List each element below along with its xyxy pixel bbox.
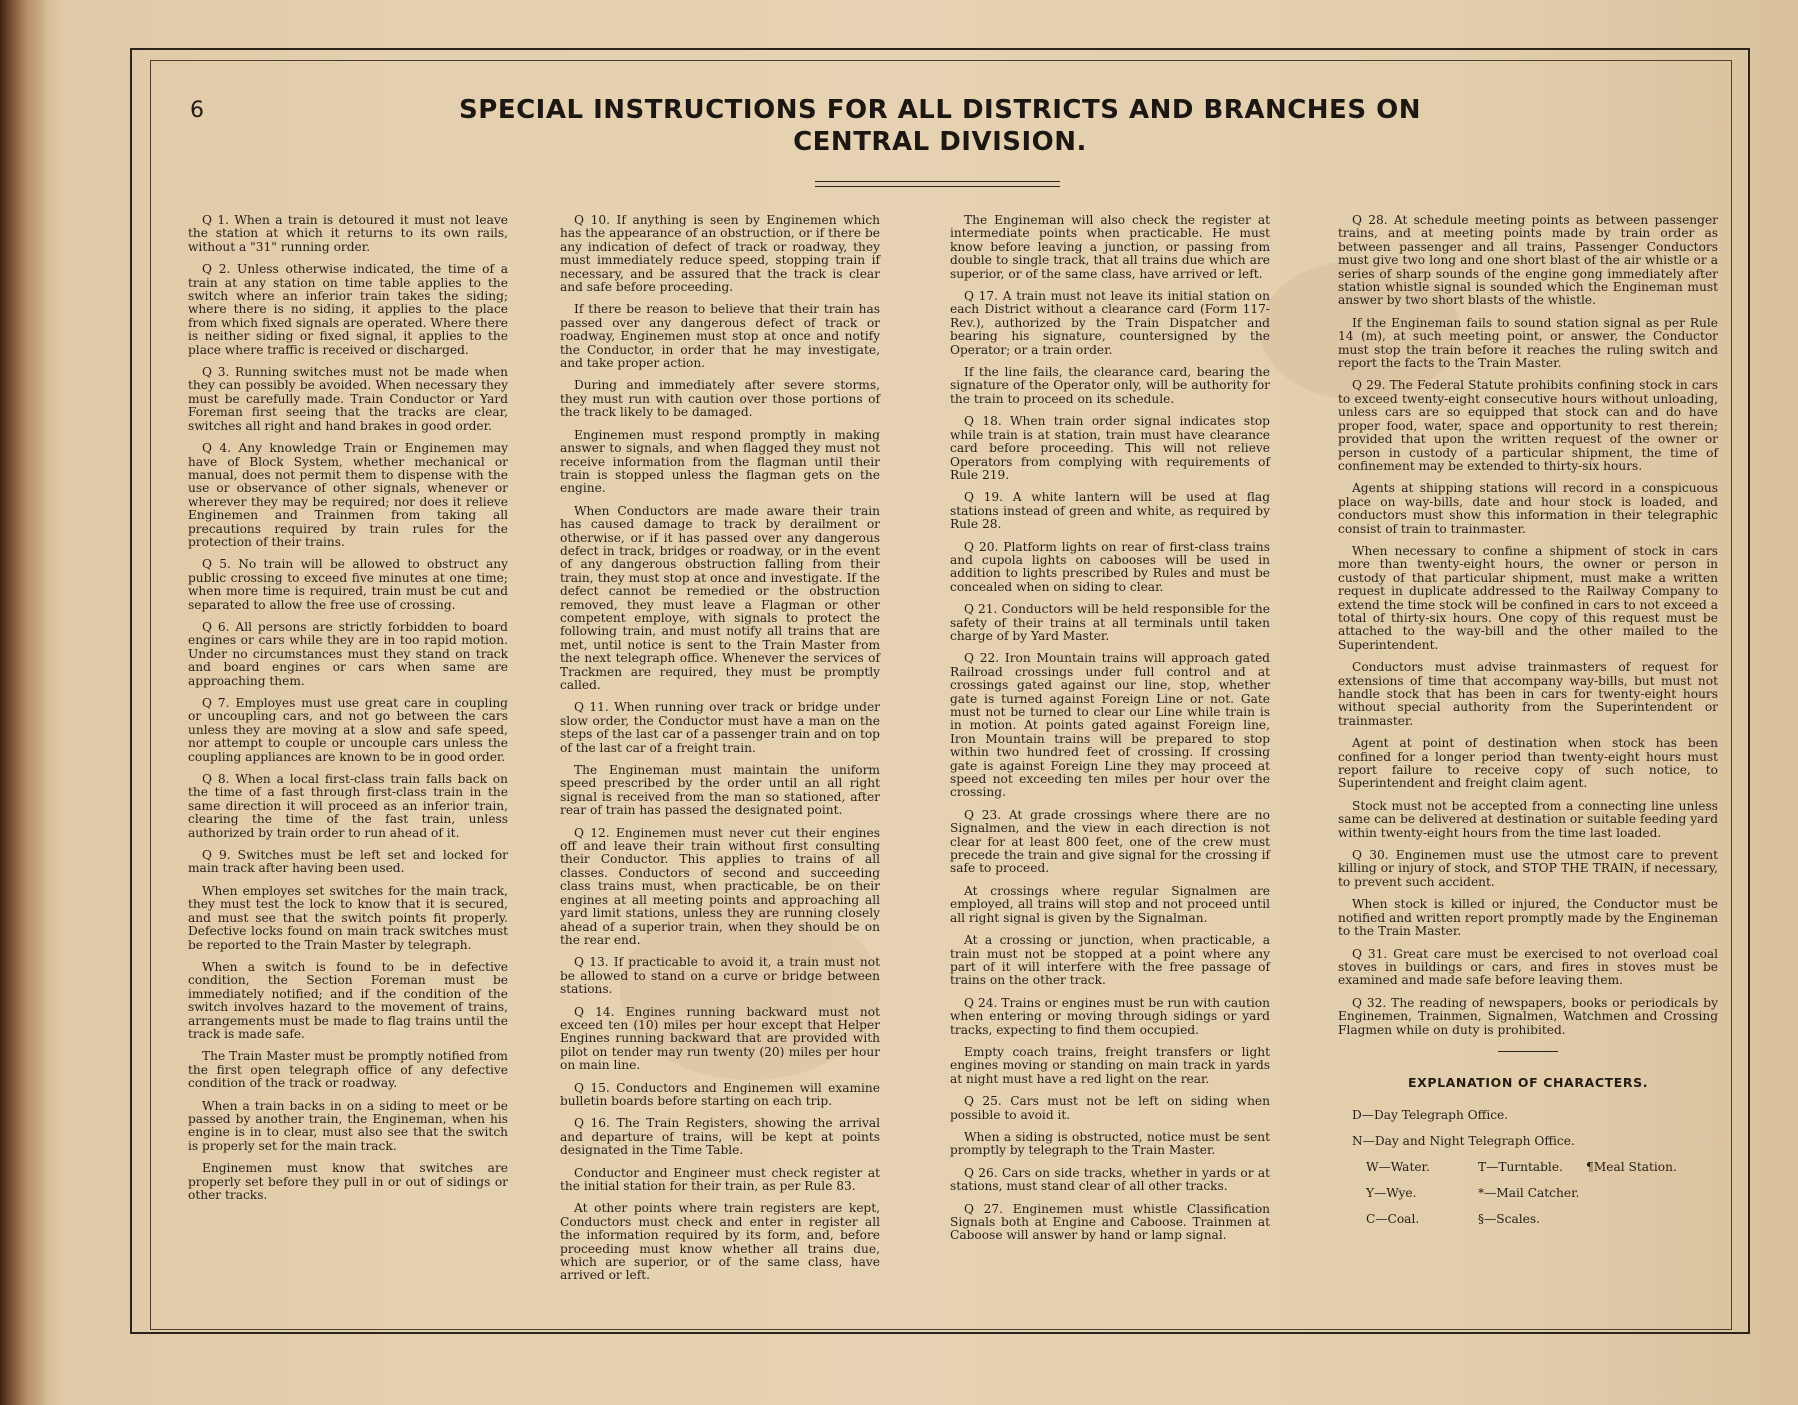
instruction-paragraph: If there be reason to believe that their train has passed over any dangerous defect of track or roadway, Enginemen must stop at once and notify the Conductor, in order that he may investigate, and take proper action. — [560, 302, 880, 371]
instruction-paragraph: Q 4. Any knowledge Train or Enginemen may have of Block System, whether mechanical or manual, does not permit them to dispense with the use or observance of other signals, whenever or wherever they may be required; nor does it relieve Enginemen and Trainmen from taking all precautions required by train rules for the protection of their trains. — [188, 441, 508, 549]
instruction-paragraph: At crossings where regular Signalmen are employed, all trains will stop and not proceed until all right signal is given by the Signalman. — [950, 883, 1270, 925]
instruction-paragraph: Q 22. Iron Mountain trains will approach gated Railroad crossings under full control and at crossings gated against our line, stop, whether gate is turned against Foreign Line or not. Gate must not be turned to clear our Line while train is in motion. At points gated against Foreign line, Iron Mountain trains will be prepared to stop within two hundred feet of crossing. If crossing gate is against Foreign Line they may proceed at speed not exceeding ten miles per hour over the crossing. — [950, 651, 1270, 800]
book-binding — [0, 0, 48, 1405]
legend-mail-catcher: *—Mail Catcher. — [1478, 1186, 1580, 1201]
instruction-paragraph: When Conductors are made aware their train has caused damage to track by derailment or otherwise, or if it has passed over any dangerous defect in track, bridges or roadway, or in the event of any dangerous obstruction falling from their train, they must stop at once and investigate. If the defect cannot be remedied or the obstruction removed, they must leave a Flagman or other competent employe, with signals to protect the following train, and must notify all trains that are met, until notice is sent to the Train Master from the next telegraph office. Whenever the services of Trackmen are required, they must be promptly called. — [560, 503, 880, 692]
instruction-paragraph: When stock is killed or injured, the Conductor must be notified and written report promptly made by the Engineman to the Train Master. — [1338, 897, 1718, 939]
legend-row-4 — [1338, 1185, 1718, 1202]
instruction-paragraph: The Engineman must maintain the uniform speed prescribed by the order until an all right signal is received from the man so stationed, after rear of train has passed the designated point. — [560, 763, 880, 818]
instruction-paragraph: Q 11. When running over track or bridge under slow order, the Conductor must have a man on the steps of the last car of a passenger train and on top of the last car of a freight train. — [560, 700, 880, 755]
explanation-legend — [1338, 1107, 1718, 1228]
instruction-paragraph: If the Engineman fails to sound station signal as per Rule 14 (m), at such meeting point, or answer, the Conductor must stop the train before it reaches the ruling switch and report the facts to the Train Master. — [1338, 315, 1718, 371]
instruction-paragraph: Agent at point of destination when stock has been confined for a longer period than twenty-eight hours must report failure to receive copy of such notice, to Superintendent and freight claim agent. — [1338, 736, 1718, 791]
title-line-1: SPECIAL INSTRUCTIONS FOR ALL DISTRICTS AND BRANCHES ON — [459, 95, 1421, 125]
instruction-paragraph: Conductors must advise trainmasters of request for extensions of time that accompany way-bills, but must not handle stock that has been in cars for twenty-eight hours without special authority from the Superintendent or trainmaster. — [1338, 660, 1718, 728]
instruction-paragraph: Q 17. A train must not leave its initial station on each District without a clearance card (Form 117-Rev.), authorized by the Train Dispatcher and bearing his signature, countersigned by the Operator; or a train order. — [950, 289, 1270, 357]
instruction-paragraph: Agents at shipping stations will record in a conspicuous place on way-bills, date and hour stock is loaded, and conductors must show this information in their telegraphic consist of train to trainmaster. — [1338, 481, 1718, 536]
legend-day-night-telegraph: N—Day and Night Telegraph Office. — [1352, 1134, 1575, 1149]
instruction-paragraph: Q 7. Employes must use great care in coupling or uncoupling cars, and not go between the cars unless they are moving at a slow and safe speed, nor attempt to couple or uncouple cars unless the coupling appliances are known to be in good order. — [188, 696, 508, 764]
instruction-paragraph: When necessary to confine a shipment of stock in cars more than twenty-eight hours, the owner or person in custody of that particular shipment, must make a written request in duplicate addressed to the Railway Company to extend the time stock will be confined in cars to not exceed a total of thirty-six hours. One copy of this request must be attached to the way-bill and the other mailed to the Superintendent. — [1338, 543, 1718, 652]
instruction-paragraph: Q 32. The reading of newspapers, books or periodicals by Enginemen, Trainmen, Signalmen, Watchmen and Crossing Flagmen while on duty is prohibited. — [1338, 995, 1718, 1037]
instruction-paragraph: Q 18. When train order signal indicates stop while train is at station, train must have clearance card before proceeding. This will not relieve Operators from complying with requirements of Rule 219. — [950, 414, 1270, 482]
instruction-paragraph: Q 19. A white lantern will be used at flag stations instead of green and white, as required by Rule 28. — [950, 490, 1270, 532]
instruction-paragraph: Empty coach trains, freight transfers or light engines moving or standing on main track in yards at night must have a red light on the rear. — [950, 1044, 1270, 1086]
instruction-paragraph: Q 27. Enginemen must whistle Classification Signals both at Engine and Caboose. Trainmen at Caboose will answer by hand or lamp signal. — [950, 1201, 1270, 1243]
instruction-paragraph: Q 10. If anything is seen by Enginemen which has the appearance of an obstruction, or if there be any indication of defect of track or roadway, they must immediately reduce speed, stopping train if necessary, and be assured that the track is clear and safe before proceeding. — [560, 213, 880, 295]
instruction-paragraph: Q 30. Enginemen must use the utmost care to prevent killing or injury of stock, and STOP THE TRAIN, if necessary, to prevent such accident. — [1338, 848, 1718, 889]
column-1 — [188, 214, 508, 1211]
legend-row-5 — [1338, 1211, 1718, 1228]
instruction-paragraph: Q 26. Cars on side tracks, whether in yards or at stations, must stand clear of all other tracks. — [950, 1165, 1270, 1194]
instruction-paragraph: Q 1. When a train is detoured it must not leave the station at which it returns to its own rails, without a "31" running order. — [188, 213, 508, 254]
legend-scales: §—Scales. — [1478, 1212, 1540, 1227]
instruction-paragraph: The Engineman will also check the register at intermediate points when practicable. He must know before leaving a junction, or passing from double to single track, that all trains due which are superior, or of the same class, have arrived or left. — [950, 213, 1270, 281]
instruction-paragraph: When a switch is found to be in defective condition, the Section Foreman must be immediately notified; and if the condition of the switch involves hazard to the movement of trains, arrangements must be made to flag trains until the track is made safe. — [188, 959, 508, 1041]
instruction-paragraph: The Train Master must be promptly notified from the first open telegraph office of any defective condition of the track or roadway. — [188, 1049, 508, 1091]
instruction-paragraph: When a siding is obstructed, notice must be sent promptly by telegraph to the Train Master. — [950, 1129, 1270, 1158]
instruction-paragraph: Q 6. All persons are strictly forbidden to board engines or cars while they are in too rapid motion. Under no circumstances must they stand on track and board engines or cars when same are approaching them. — [188, 619, 508, 688]
column-4-paragraphs — [1338, 214, 1718, 1037]
section-separator — [1498, 1051, 1558, 1052]
instruction-paragraph: Q 29. The Federal Statute prohibits confining stock in cars to exceed twenty-eight consecutive hours without unloading, unless cars are so equipped that stock can and do have proper food, water, space and opportunity to rest therein; provided that upon the written request of the owner or person in custody of a particular shipment, the time of confinement may be extended to thirty-six hours. — [1338, 378, 1718, 473]
instruction-paragraph: Q 16. The Train Registers, showing the arrival and departure of trains, will be kept at points designated in the Time Table. — [560, 1116, 880, 1158]
instruction-paragraph: Q 3. Running switches must not be made when they can possibly be avoided. When necessary they must be carefully made. Train Conductor or Yard Foreman first seeing that the tracks are clear, switches all right and hand brakes in good order. — [188, 365, 508, 433]
instruction-paragraph: Q 24. Trains or engines must be run with caution when entering or moving through sidings or yard tracks, expecting to find them occupied. — [950, 995, 1270, 1037]
legend-coal: C—Coal. — [1366, 1212, 1420, 1227]
instruction-paragraph: At a crossing or junction, when practicable, a train must not be stopped at a point where any part of it will interfere with the free passage of trains on the other track. — [950, 933, 1270, 988]
instruction-paragraph: Q 13. If practicable to avoid it, a train must not be allowed to stand on a curve or bridge between stations. — [560, 955, 880, 997]
instruction-paragraph: Q 8. When a local first-class train falls back on the time of a fast through first-class train in the same direction it will proceed as an inferior train, clearing the time of the fast train, unless authorized by train order to run ahead of it. — [188, 772, 508, 840]
instruction-paragraph: Enginemen must respond promptly in making answer to signals, and when flagged they must not receive information from the flagman until their train is stopped unless the flagman gets on the engine. — [560, 427, 880, 496]
title-rule — [815, 181, 1060, 187]
legend-meal-station: ¶Meal Station. — [1586, 1160, 1677, 1175]
legend-turntable: T—Turntable. — [1478, 1160, 1563, 1175]
legend-wye: Y—Wye. — [1366, 1186, 1417, 1201]
column-4 — [1338, 214, 1718, 1237]
explanation-title: EXPLANATION OF CHARACTERS. — [1407, 1074, 1649, 1090]
instruction-paragraph: Enginemen must know that switches are properly set before they pull in or out of sidings or other tracks. — [188, 1161, 508, 1202]
instruction-paragraph: Q 25. Cars must not be left on siding when possible to avoid it. — [950, 1094, 1270, 1122]
legend-water: W—Water. — [1366, 1160, 1430, 1175]
instruction-paragraph: If the line fails, the clearance card, bearing the signature of the Operator only, will be authority for the train to proceed on its schedule. — [950, 365, 1270, 406]
instruction-paragraph: Conductor and Engineer must check register at the initial station for their train, as per Rule 83. — [560, 1165, 880, 1193]
page-title — [330, 94, 1550, 158]
instruction-paragraph: Q 31. Great care must be exercised to not overload coal stoves in buildings or cars, and fires in stoves must be examined and made safe before leaving them. — [1338, 946, 1718, 988]
column-2 — [560, 214, 880, 1292]
instruction-paragraph: Q 20. Platform lights on rear of first-class trains and cupola lights on cabooses will be used in addition to lights prescribed by Rules and must be concealed when on siding to clear. — [950, 539, 1270, 594]
instruction-paragraph: During and immediately after severe storms, they must run with caution over those portions of the track likely to be damaged. — [560, 378, 880, 420]
instruction-paragraph: Q 21. Conductors will be held responsible for the safety of their trains at all terminals until taken charge of by Yard Master. — [950, 602, 1270, 643]
instruction-paragraph: Q 9. Switches must be left set and locked for main track after having been used. — [188, 848, 508, 876]
title-line-2: CENTRAL DIVISION. — [793, 127, 1087, 157]
instruction-paragraph: Q 12. Enginemen must never cut their engines off and leave their train without first consulting their Conductor. This applies to trains of all classes. Conductors of second and succeeding class trains must, when practicable, be on their engines at all meeting points and approaching all yard limit stations, unless they are running closely ahead of a superior train, when they should be on the rear end. — [560, 825, 880, 947]
instruction-paragraph: At other points where train registers are kept, Conductors must check and enter in register all the information required by its form, and, before proceeding must know whether all trains due, which are superior, or of the same class, have arrived or left. — [560, 1201, 880, 1283]
instruction-paragraph: Stock must not be accepted from a connecting line unless same can be delivered at destination or suitable feeding yard within twenty-eight hours from the time last loaded. — [1338, 798, 1718, 840]
instruction-paragraph: Q 2. Unless otherwise indicated, the time of a train at any station on time table applies to the switch where an inferior train takes the siding; where there is no siding, it applies to the place from which fixed signals are operated. Where there is neither siding or fixed signal, it applies to the place where traffic is received or discharged. — [188, 262, 508, 357]
instruction-paragraph: When employes set switches for the main track, they must test the lock to know that it is secured, and must see that the switch points fit properly. Defective locks found on main track switches must be reported to the Train Master by telegraph. — [188, 883, 508, 952]
instruction-paragraph: When a train backs in on a siding to meet or be passed by another train, the Engineman, when his engine is in to clear, must also see that the switch is properly set for the main track. — [188, 1098, 508, 1153]
instruction-paragraph: Q 15. Conductors and Enginemen will examine bulletin boards before starting on each trip. — [560, 1080, 880, 1108]
page-number: 6 — [190, 98, 204, 123]
legend-day-telegraph: D—Day Telegraph Office. — [1352, 1108, 1509, 1123]
instruction-paragraph: Q 14. Engines running backward must not exceed ten (10) miles per hour except that Helper Engines running backward that are provided with pilot on tender may run twenty (20) miles per hour on main line. — [560, 1004, 880, 1073]
instruction-paragraph: Q 28. At schedule meeting points as between passenger trains, and at meeting points made by train order as between passenger and all trains, Passenger Conductors must give two long and one short blast of the air whistle or a series of sharp sounds of the engine gong immediately after station whistle signal is sounded which the Engineman must answer by two short blasts of the whistle. — [1338, 213, 1718, 308]
legend-row-3 — [1338, 1159, 1718, 1176]
instruction-paragraph: Q 23. At grade crossings where there are no Signalmen, and the view in each direction is not clear for at least 800 feet, one of the crew must precede the train and give signal for the crossing if safe to proceed. — [950, 807, 1270, 876]
column-3 — [950, 214, 1270, 1252]
instruction-paragraph: Q 5. No train will be allowed to obstruct any public crossing to exceed five minutes at one time; when more time is required, train must be cut and separated to allow the free use of crossing. — [188, 557, 508, 612]
